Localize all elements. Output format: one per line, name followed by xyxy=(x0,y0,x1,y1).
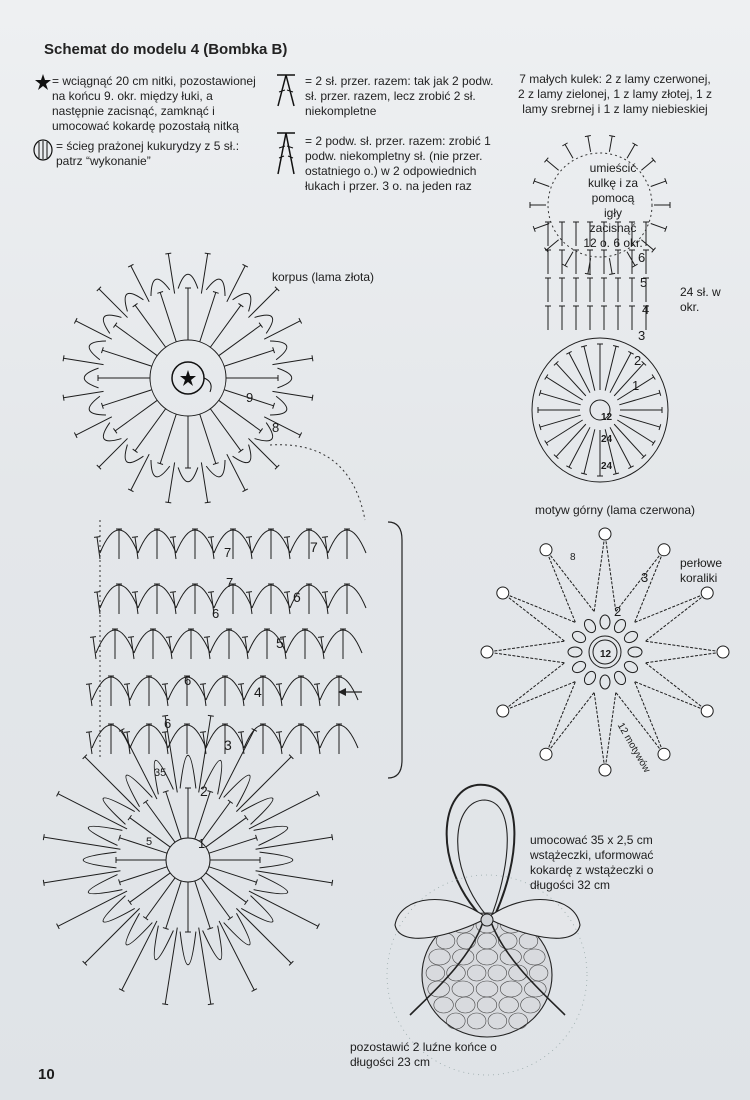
body-label: korpus (lama złota) xyxy=(272,270,375,284)
page-title: Schemat do modelu 4 (Bombka B) xyxy=(44,41,288,58)
legend-dec2b-text: = 2 podw. sł. przer. razem: zrobić 1 podw. niekompletny sł. (nie przer. ostatniego o.) w 2 odpowiednich łukach i przer. 3 o. na jeden raz xyxy=(305,134,491,193)
row-number-6d: 6 xyxy=(164,716,172,731)
ball-inside-note: umieścić kulkę i za pomocą igły zacisnąć 12 o. 6 okr. xyxy=(583,161,643,250)
ball-row-3: 3 xyxy=(638,328,646,343)
ball-center-24a: 24 xyxy=(601,434,613,445)
row-number-4: 4 xyxy=(254,684,262,700)
row-number-1: 1 xyxy=(198,836,206,851)
ball-center-24b: 24 xyxy=(601,461,613,472)
legend-star-text: = wciągnąć 20 cm nitki, pozostawionej na końcu 9. okr. między łuki, a następnie zacisnąć, zamknąć i umocować kokardę pozostałą nitką xyxy=(52,74,256,133)
pearls-label: perłowe koraliki xyxy=(680,556,723,585)
ball-stitches-note: 24 sł. w okr. xyxy=(680,285,721,314)
ball-row-4: 4 xyxy=(642,302,650,317)
legend-dec2-text: = 2 sł. przer. razem: tak jak 2 podw. sł. przer. razem, lecz zrobić 2 sł. niekompletne xyxy=(305,74,494,118)
row-number-6c: 6 xyxy=(184,673,192,688)
row-number-7c: 7 xyxy=(224,545,232,560)
row-number-8: 8 xyxy=(272,420,280,435)
row-number-3: 3 xyxy=(224,737,232,753)
ball-center-12: 12 xyxy=(601,412,613,423)
row-number-6b: 6 xyxy=(212,606,220,621)
ball-row-5: 5 xyxy=(640,275,648,290)
ends-note: pozostawić 2 luźne końce o długości 23 cm xyxy=(350,1040,497,1069)
row-number-5: 5 xyxy=(276,635,284,651)
row-number-7a: 7 xyxy=(310,539,318,555)
motif-row-8: 8 xyxy=(570,552,576,563)
motifs-count-label: 12 motywów xyxy=(614,721,653,775)
motif-row-2: 2 xyxy=(614,604,622,619)
body-bottom-flower xyxy=(43,715,332,1004)
ball-row-6: 6 xyxy=(638,250,646,265)
row-number-9: 9 xyxy=(246,390,254,405)
row-number-2: 2 xyxy=(200,783,208,799)
motif-center-12: 12 xyxy=(600,649,612,660)
row-number-35: 35 xyxy=(154,767,167,779)
row-number-7b: 7 xyxy=(226,575,234,590)
row-number-6a: 6 xyxy=(293,589,301,605)
ribbon-note: umocować 35 x 2,5 cm wstążeczki, uformować kokardę z wstążeczki o długości 32 cm xyxy=(530,833,654,892)
ball-row-2: 2 xyxy=(634,353,642,368)
ball-row-1: 1 xyxy=(632,378,640,393)
bauble-illustration xyxy=(387,785,587,1075)
page-number: 10 xyxy=(38,1066,55,1083)
motif-row-3: 3 xyxy=(641,570,649,585)
arch-rows xyxy=(86,529,366,754)
top-motif-label: motyw górny (lama czerwona) xyxy=(535,503,696,517)
row-number-5b: 5 xyxy=(146,836,153,848)
balls-note: 7 małych kulek: 2 z lamy czerwonej, 2 z lamy zielonej, 1 z lamy złotej, 1 z lamy srebrnej i 1 z lamy niebieskiej xyxy=(517,72,713,116)
legend-popcorn-text: = ścieg prażonej kukurydzy z 5 sł.: patrz “wykonanie” xyxy=(56,139,240,168)
